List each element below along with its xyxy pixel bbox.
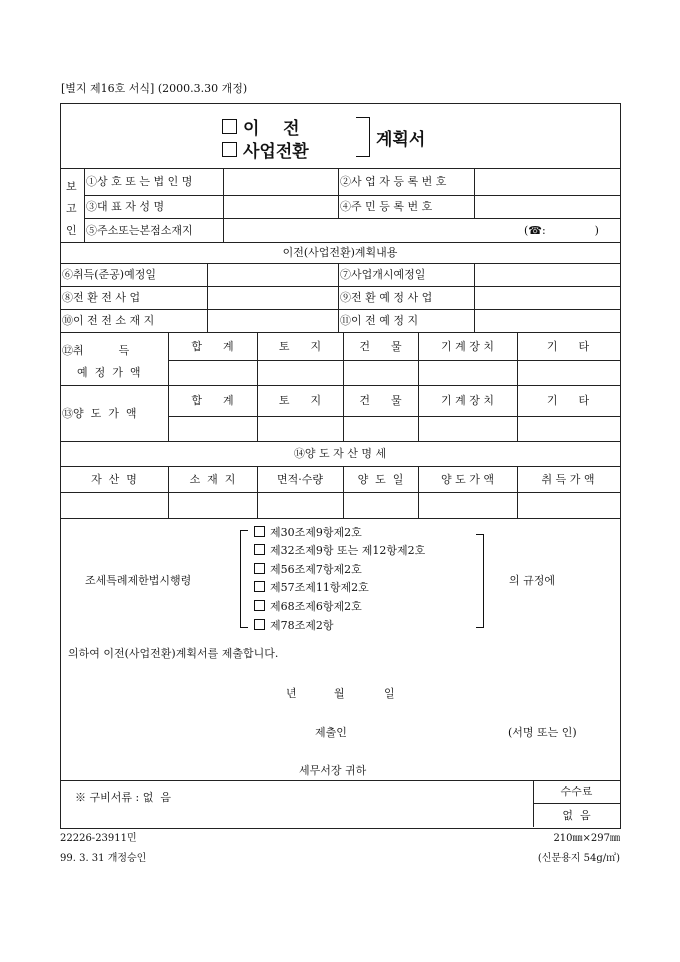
business-reg-no-input[interactable] [475,169,619,194]
declaration-statement: 의하여 이전(사업전환)계획서를 제출합니다. [68,647,279,660]
resident-no-label: ④주 민 등 록 번 호 [340,200,433,213]
paper-type: (신문용지 54g/㎡) [537,853,620,864]
date-month-label: 월 [334,687,345,700]
planned-location-label: ⑪이 전 예 정 지 [340,314,419,327]
planned-business-label: ⑨전 환 예 정 사 업 [340,291,433,304]
provision-option[interactable]: 제78조제2항 [254,617,334,633]
provision-option[interactable]: 제30조제9항제2호 [254,524,362,540]
acquisition-other-input[interactable] [518,361,618,384]
provision-option[interactable]: 제56조제7항제2호 [254,561,362,577]
representative-label: ③대 표 자 성 명 [86,200,165,213]
title-suffix: 계획서 [376,130,426,150]
date-year-label: 년 [286,687,297,700]
date-day-label: 일 [384,687,395,700]
checkbox-icon[interactable] [254,600,265,611]
resident-no-input[interactable] [475,196,619,217]
column-header: 취 득 가 액 [541,472,595,486]
checkbox-icon[interactable] [222,119,237,134]
column-header: 면적·수량 [276,472,323,486]
column-header: 기 타 [546,394,590,407]
previous-location-input[interactable] [208,310,337,331]
reporter-label-char: 보 [66,180,77,193]
plan-heading: 이전(사업전환)계획내용 [282,246,398,259]
checkbox-icon[interactable] [254,619,265,630]
reporter-label-char: 인 [66,224,77,237]
acquisition-date-label: ⑥취득(준공)예정일 [62,268,156,281]
transfer-total-input[interactable] [169,417,256,440]
fee-label: 수수료 [560,785,593,798]
transfer-price-label: ⑬양 도 가 액 [62,406,137,420]
address-label: ⑤주소또는본점소재지 [86,223,193,237]
acquisition-machinery-input[interactable] [419,361,516,384]
acquisition-total-input[interactable] [169,361,256,384]
provision-option[interactable]: 제68조제6항제2호 [254,598,362,614]
column-header: 건 물 [359,339,402,353]
column-header: 건 물 [359,394,402,407]
column-header: 기 계 장 치 [441,339,494,353]
checkbox-icon[interactable] [254,563,265,574]
transfer-building-input[interactable] [344,417,417,440]
checkbox-icon[interactable] [254,544,265,555]
checkbox-icon[interactable] [254,526,265,537]
fee-value: 없 음 [562,808,591,822]
title-option-business-change[interactable]: 사업전환 [222,137,309,162]
provision-option[interactable]: 제32조제9항 또는 제12항제2호 [254,542,425,558]
representative-input[interactable] [224,196,337,217]
column-header: 양 도 가 액 [441,472,494,486]
law-name: 조세특례제한법시행령 [85,574,192,587]
acquisition-price-label: ⑫취 득 [62,344,130,357]
previous-business-label: ⑧전 환 전 사 업 [62,291,141,304]
acquisition-date-input[interactable] [208,264,337,285]
asset-name-input[interactable] [61,493,167,517]
business-start-date-input[interactable] [475,264,619,285]
column-header: 토 지 [278,339,322,353]
company-name-label: ①상 호 또 는 법 인 명 [86,175,193,188]
column-header: 양 도 일 [357,472,404,486]
column-header: 합 계 [191,394,234,407]
asset-acquisition-price-input[interactable] [518,493,618,517]
previous-business-input[interactable] [208,287,337,308]
asset-area-input[interactable] [258,493,342,517]
phone-icon: ☎ [528,223,542,237]
paper-size: 210㎜×297㎜ [553,833,620,844]
reporter-label-char: 고 [66,202,77,215]
address-input[interactable] [224,219,514,241]
asset-statement-heading: ⑭양 도 자 산 명 세 [293,447,387,460]
acquisition-land-input[interactable] [258,361,342,384]
asset-transfer-price-input[interactable] [419,493,516,517]
recipient: 세무서장 귀하 [299,764,367,777]
business-reg-no-label: ②사 업 자 등 록 번 호 [340,175,447,188]
form-code: 22226-23911민 [60,833,137,844]
phone-field[interactable]: ( ☎ : ) [524,223,599,237]
provision-option[interactable]: 제57조제11항제2호 [254,579,369,595]
provision-suffix: 의 규정에 [509,574,556,587]
checkbox-icon[interactable] [254,581,265,592]
planned-business-input[interactable] [475,287,619,308]
asset-location-input[interactable] [169,493,256,517]
company-name-input[interactable] [224,169,337,194]
transfer-land-input[interactable] [258,417,342,440]
column-header: 자 산 명 [91,472,137,486]
column-header: 합 계 [191,339,234,353]
business-start-date-label: ⑦사업개시예정일 [340,268,426,281]
approval-note: 99. 3. 31 개정승인 [60,853,147,864]
column-header: 소 재 지 [189,472,236,486]
column-header: 토 지 [278,394,322,407]
provision-bracket-right [476,534,484,628]
submitter-label: 제출인 [315,726,347,739]
transfer-machinery-input[interactable] [419,417,516,440]
column-header: 기 계 장 치 [441,394,494,407]
acquisition-price-label-2: 예 정 가 액 [77,366,141,379]
acquisition-building-input[interactable] [344,361,417,384]
signature-label: (서명 또는 인) [508,726,577,739]
previous-location-label: ⑩이 전 전 소 재 지 [62,314,155,327]
provision-bracket-left [240,530,248,628]
checkbox-icon[interactable] [222,142,237,157]
asset-transfer-date-input[interactable] [344,493,417,517]
planned-location-input[interactable] [475,310,619,331]
attachments-note: ※ 구비서류 : 없 음 [75,791,171,804]
column-header: 기 타 [546,339,590,353]
title-option-relocation[interactable]: 이 전 [222,114,300,139]
title-bracket [356,117,370,157]
form-header: [별지 제16호 서식] (2000.3.30 개정) [61,82,248,95]
transfer-other-input[interactable] [518,417,618,440]
